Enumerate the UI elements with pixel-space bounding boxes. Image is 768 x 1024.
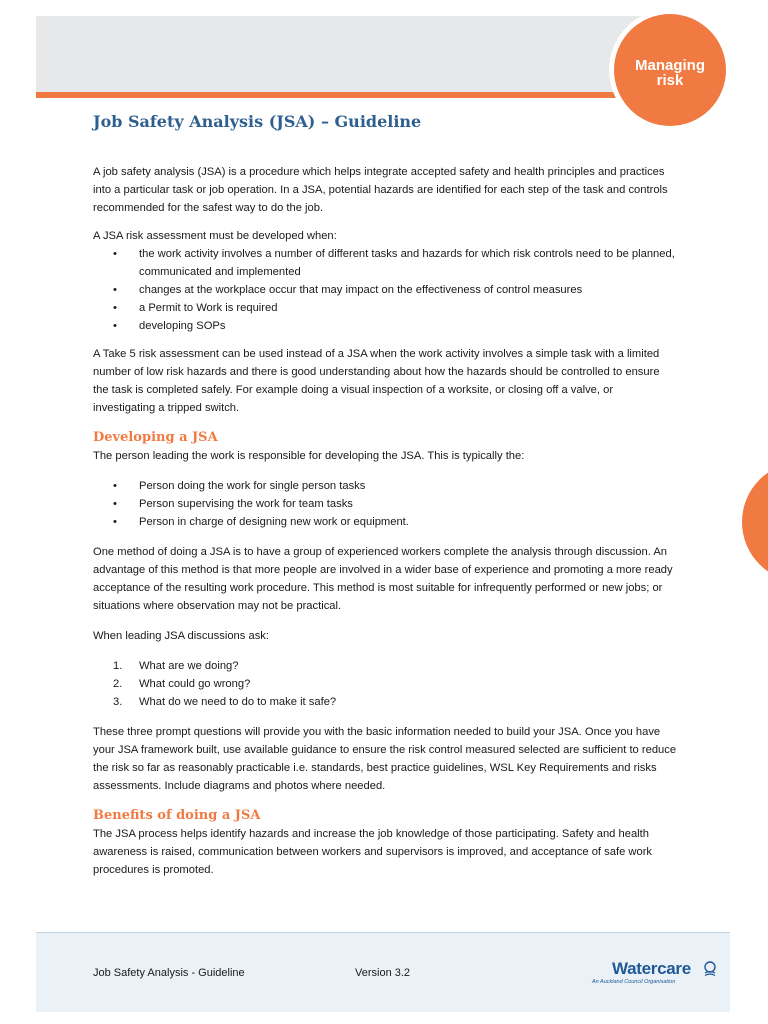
developing-list [93, 477, 678, 531]
list-item [93, 675, 678, 693]
list-item [93, 299, 678, 317]
list-item-text: What could go wrong? [139, 678, 251, 690]
list-number: 2. [113, 678, 123, 690]
water-drop-icon [702, 961, 718, 977]
list-item [93, 281, 678, 299]
list-item [93, 495, 678, 513]
benefits-paragraph: The JSA process helps identify hazards and increase the job knowledge of those participating. Safety and health awareness is raised, communication between workers and supervisors is improved, and acceptance of safe work procedures is promoted. [93, 828, 653, 876]
take5-paragraph: A Take 5 risk assessment can be used instead of a JSA when the work activity involves a simple task with a limited number of low risk hazards and there is good understanding about how the hazards should be controlled to ensure the task is completed safely. For example doing a visual inspection of a worksite, or closing off a valve, or investigating a tripped switch. [93, 348, 660, 414]
bullet-glyph: • [113, 516, 117, 528]
intro-paragraph: A job safety analysis (JSA) is a procedure which helps integrate accepted safety and health principles and practices into a particular task or job operation. In a JSA, potential hazards are identified for each step of the task and controls recommended for the safest way to do the job. [93, 166, 668, 214]
list-item-text: Person supervising the work for team tasks [139, 498, 353, 510]
section-heading-benefits: Benefits of doing a JSA [93, 808, 261, 823]
when-list [93, 245, 678, 335]
questions-list [93, 657, 678, 711]
list-item [93, 513, 678, 531]
list-item [93, 477, 678, 495]
list-item-text: Person in charge of designing new work or equipment. [139, 516, 409, 528]
ask-lead: When leading JSA discussions ask: [93, 630, 269, 642]
badge-text [614, 58, 726, 88]
list-item-text: Person doing the work for single person tasks [139, 480, 366, 492]
list-item-text: What are we doing? [139, 660, 239, 672]
page-title: Job Safety Analysis (JSA) – Guideline [93, 112, 422, 131]
prompt-paragraph: These three prompt questions will provide you with the basic information needed to build your JSA. Once you have your JSA framework built, use available guidance to ensure the risk control measured selected are sufficient to reduce the risk so far as reasonably practicable i.e. standards, best practice guidelines, WSL Key Requirements and risks assessments. Include diagrams and photos where needed. [93, 726, 677, 792]
list-item [93, 693, 678, 711]
bullet-glyph: • [113, 320, 117, 332]
logo-wordmark: Watercare [612, 959, 691, 978]
section-heading-developing: Developing a JSA [93, 430, 218, 445]
list-item-text: developing SOPs [139, 320, 226, 332]
bullet-glyph: • [113, 498, 117, 510]
list-item-text: the work activity involves a number of different tasks and hazards for which risk controls need to be planned, communicated and implemented [139, 248, 675, 278]
list-item [93, 657, 678, 675]
badge-line1: Managing [635, 57, 705, 74]
list-number: 1. [113, 660, 123, 672]
developing-lead: The person leading the work is responsible for developing the JSA. This is typically the: [93, 450, 525, 462]
list-item [93, 245, 678, 281]
list-item-text: changes at the workplace occur that may impact on the effectiveness of control measures [139, 284, 583, 296]
managing-risk-badge [614, 14, 726, 126]
bullet-glyph: • [113, 284, 117, 296]
side-decorative-arc [742, 462, 768, 582]
logo-tagline: An Auckland Council Organisation [592, 979, 676, 985]
list-item-text: a Permit to Work is required [139, 302, 278, 314]
method-paragraph: One method of doing a JSA is to have a group of experienced workers complete the analysis through discussion. An advantage of this method is that more people are involved in a wider base of experience and promoting a more ready acceptance of the resulting work procedure. This method is most suitable for infrequently performed or new jobs; or situations where observation may not be practical. [93, 546, 673, 612]
bullet-glyph: • [113, 248, 117, 260]
header-band [36, 16, 696, 96]
bullet-glyph: • [113, 302, 117, 314]
document-body [93, 163, 678, 879]
watercare-logo [590, 959, 725, 993]
badge-line2: risk [656, 72, 684, 89]
footer-version: Version 3.2 [355, 967, 411, 979]
bullet-glyph: • [113, 480, 117, 492]
list-item-text: What do we need to do to make it safe? [139, 696, 337, 708]
list-item [93, 317, 678, 335]
list-number: 3. [113, 696, 123, 708]
footer-divider [36, 932, 730, 933]
when-lead: A JSA risk assessment must be developed when: [93, 230, 337, 242]
footer-document-name: Job Safety Analysis - Guideline [93, 967, 245, 979]
header-accent-line [36, 92, 616, 98]
